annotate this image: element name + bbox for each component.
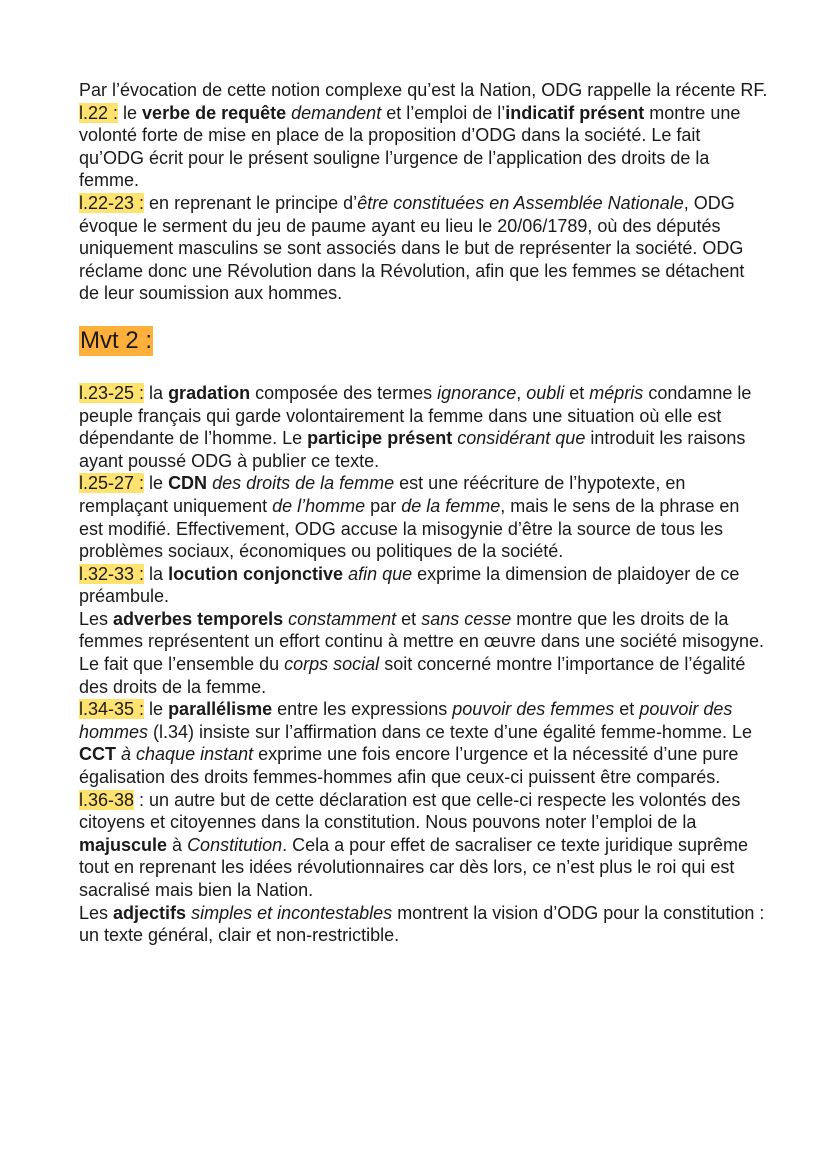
paragraph (79, 472, 768, 562)
line-reference: l.34-35 : (79, 699, 145, 720)
text-run: montre une volonté forte de mise en place de la proposition d’ODG dans la société. Le fait qu’ODG écrit pour le présent souligne l’urgence de l’application des droits de la femme. (79, 102, 741, 191)
text-run: exprime une fois encore l’urgence et la nécessité d’une pure égalisation des droits femmes-hommes afin que ceux-ci puissent être comparés. (79, 744, 739, 788)
text-run: le (118, 102, 143, 123)
bold-term: participe présent (307, 428, 453, 449)
paragraph (79, 698, 768, 788)
text-run: à (167, 834, 188, 855)
italic-quote: oubli (526, 382, 565, 403)
text-run: montrent la vision d’ODG pour la constitution : un texte général, clair et non-restrictible. (79, 902, 765, 946)
section-heading: Mvt 2 : (80, 326, 153, 354)
italic-quote: afin que (348, 563, 413, 584)
paragraph (79, 102, 768, 192)
text-run: Les (79, 608, 114, 629)
text-run: par (365, 495, 402, 516)
text-run: soit concerné montre l’importance de l’égalité des droits de la femme. (79, 654, 746, 697)
text-run: la (144, 563, 169, 584)
italic-quote: ignorance (437, 382, 517, 403)
bold-term: locution conjonctive (168, 563, 344, 584)
line-reference: l.23-25 : (79, 382, 145, 403)
text-run: (l.34) insiste sur l’affirmation dans ce texte d’une égalité femme-homme. Le (148, 721, 752, 742)
italic-quote: pouvoir des hommes (79, 699, 733, 742)
text-run: Le fait que l’ensemble du (79, 654, 285, 675)
line-reference: l.22-23 : (79, 192, 145, 213)
italic-quote: des droits de la femme (212, 473, 395, 494)
text-run: et l’emploi de l’ (381, 102, 506, 123)
bold-term: majuscule (79, 834, 168, 855)
text-run: . Cela a pour effet de sacraliser ce texte juridique suprême tout en reprenant les idées révolutionnaires car dès lors, ce n’est plus le roi qui est sacralisé mais bien la Nation. (79, 834, 749, 900)
bold-term: CDN (168, 473, 208, 494)
italic-quote: à chaque instant (121, 744, 254, 765)
text-run: montre que les droits de la femmes représentent un effort continu à mettre en œuvre dans une société misogyne. (79, 608, 765, 652)
bold-term: verbe de requête (142, 102, 287, 123)
paragraph (79, 608, 768, 653)
text-run: est une réécriture de l’hypotexte, en remplaçant uniquement (79, 473, 686, 516)
text-run: le (144, 473, 169, 494)
text-run: et (396, 608, 422, 629)
text-run: Par l’évocation de cette notion complexe qu’est la Nation, ODG rappelle la récente RF. (79, 80, 768, 100)
italic-quote: pouvoir des femmes (452, 699, 615, 720)
text-run: introduit les raisons ayant poussé ODG à publier ce texte. (79, 428, 746, 471)
bold-term: parallélisme (168, 699, 273, 720)
text-run: , (516, 382, 527, 403)
italic-quote: demandent (291, 102, 382, 123)
text-run: composée des termes (250, 382, 438, 403)
italic-quote: considérant que (457, 428, 586, 449)
italic-quote: constamment (288, 608, 397, 629)
italic-quote: simples et incontestables (191, 902, 393, 923)
text-run: et (564, 382, 590, 403)
paragraph (79, 192, 768, 305)
text-run: entre les expressions (272, 699, 453, 720)
text-run: le (144, 699, 169, 720)
italic-quote: être constituées en Assemblée Nationale (357, 192, 684, 213)
italic-quote: corps social (284, 654, 380, 675)
section-heading-wrap (79, 305, 768, 382)
paragraph (79, 902, 768, 947)
line-reference: l.25-27 : (79, 473, 145, 494)
italic-quote: mépris (589, 382, 644, 403)
bold-term: gradation (168, 382, 251, 403)
text-run: en reprenant le principe d’ (144, 192, 358, 213)
paragraph (79, 563, 768, 608)
italic-quote: Constitution (187, 834, 283, 855)
bold-term: indicatif présent (505, 102, 645, 123)
line-reference: l.36-38 (79, 789, 135, 810)
text-run: exprime la dimension de plaidoyer de ce préambule. (79, 563, 740, 607)
text-run: condamne le peuple français qui garde volontairement la femme dans une situation où elle est dépendante de l’homme. Le (79, 382, 752, 449)
italic-quote: sans cesse (421, 608, 512, 629)
section-mvt-2 (79, 382, 768, 947)
bold-term: CCT (79, 744, 116, 765)
text-run: , ODG évoque le serment du jeu de paume ayant eu lieu le 20/06/1789, où des députés uniquement masculins se sont associés dans le but de représenter la société. ODG réclame donc une Révolution dans la Révolution, afin que les femmes se détachent de leur soumission aux hommes. (79, 192, 745, 304)
text-run: , mais le sens de la phrase en est modifié. Effectivement, ODG accuse la misogynie d’être la source de tous les problèmes sociaux, économiques ou politiques de la société. (79, 495, 740, 562)
paragraph (79, 789, 768, 902)
paragraph (79, 382, 768, 472)
section-intro (79, 79, 768, 305)
text-run: la (144, 382, 169, 403)
italic-quote: de l’homme (272, 495, 366, 516)
bold-term: adjectifs (113, 902, 187, 923)
bold-term: adverbes temporels (113, 608, 284, 629)
text-run: : un autre but de cette déclaration est que celle-ci respecte les volontés des citoyens et citoyennes dans la constitution. Nous pouvons noter l’emploi de la (79, 789, 741, 833)
line-reference: l.32-33 : (79, 563, 145, 584)
text-run: et (614, 699, 640, 720)
paragraph (79, 79, 768, 102)
italic-quote: de la femme (401, 495, 501, 516)
line-reference: l.22 : (79, 102, 119, 123)
paragraph (79, 653, 768, 698)
text-run: Les (79, 902, 114, 923)
